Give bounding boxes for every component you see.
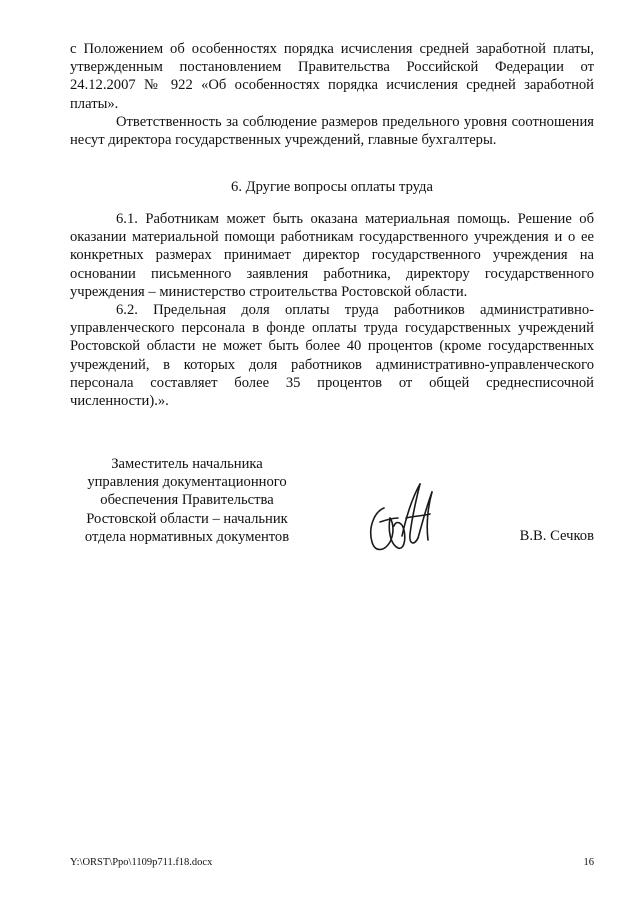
signatory-title-line: отдела нормативных документов <box>84 528 290 545</box>
section-body <box>70 210 594 410</box>
paragraph-6-1: 6.1. Работникам может быть оказана материальная помощь. Решение об оказании материальной помощи работникам государственного учреждения и о ее конкретных размерах принимает директор государственного учреждения на основании письменного заявления работника, директору государственного учреждения – министерство строительства Ростовской области. <box>70 211 594 300</box>
page-number: 16 <box>583 857 594 868</box>
footer-file-path: Y:\ORST\Ppo\1109p711.f18.docx <box>70 857 213 868</box>
section-heading: 6. Другие вопросы оплаты труда <box>231 179 433 195</box>
handwritten-signature <box>362 478 440 564</box>
paragraph-6-2: 6.2. Предельная доля оплаты труда работников административно-управленческого персонала в фонде оплаты труда государственных учреждений Ростовской области не может быть более 40 процентов (кроме государственных учреждений, в которых доля работников административно-управленческого персонала составляет более 35 процентов от общей среднесписочной численности).». <box>70 302 594 410</box>
paragraph-responsibility: Ответственность за соблюдение размеров предельного уровня соотношения несут директора государственных учреждений, главные бухгалтеры. <box>70 113 594 149</box>
signatory-title <box>70 455 304 546</box>
body-text-top <box>70 40 594 149</box>
signatory-title-line: Ростовской области – начальник <box>86 510 288 527</box>
signatory-title-line: обеспечения Правительства <box>100 492 274 509</box>
paragraph-continuation: с Положением об особенностях порядка исчисления средней заработной платы, утвержденным постановлением Правительства Российской Федерации от 24.12.2007 № 922 «Об особенностях порядка исчисления средней заработной платы». <box>70 41 594 112</box>
signer-name: В.В. Сечков <box>519 528 594 544</box>
signatory-title-line: Заместитель начальника <box>111 456 263 472</box>
signatory-title-line: управления документационного <box>87 474 287 491</box>
